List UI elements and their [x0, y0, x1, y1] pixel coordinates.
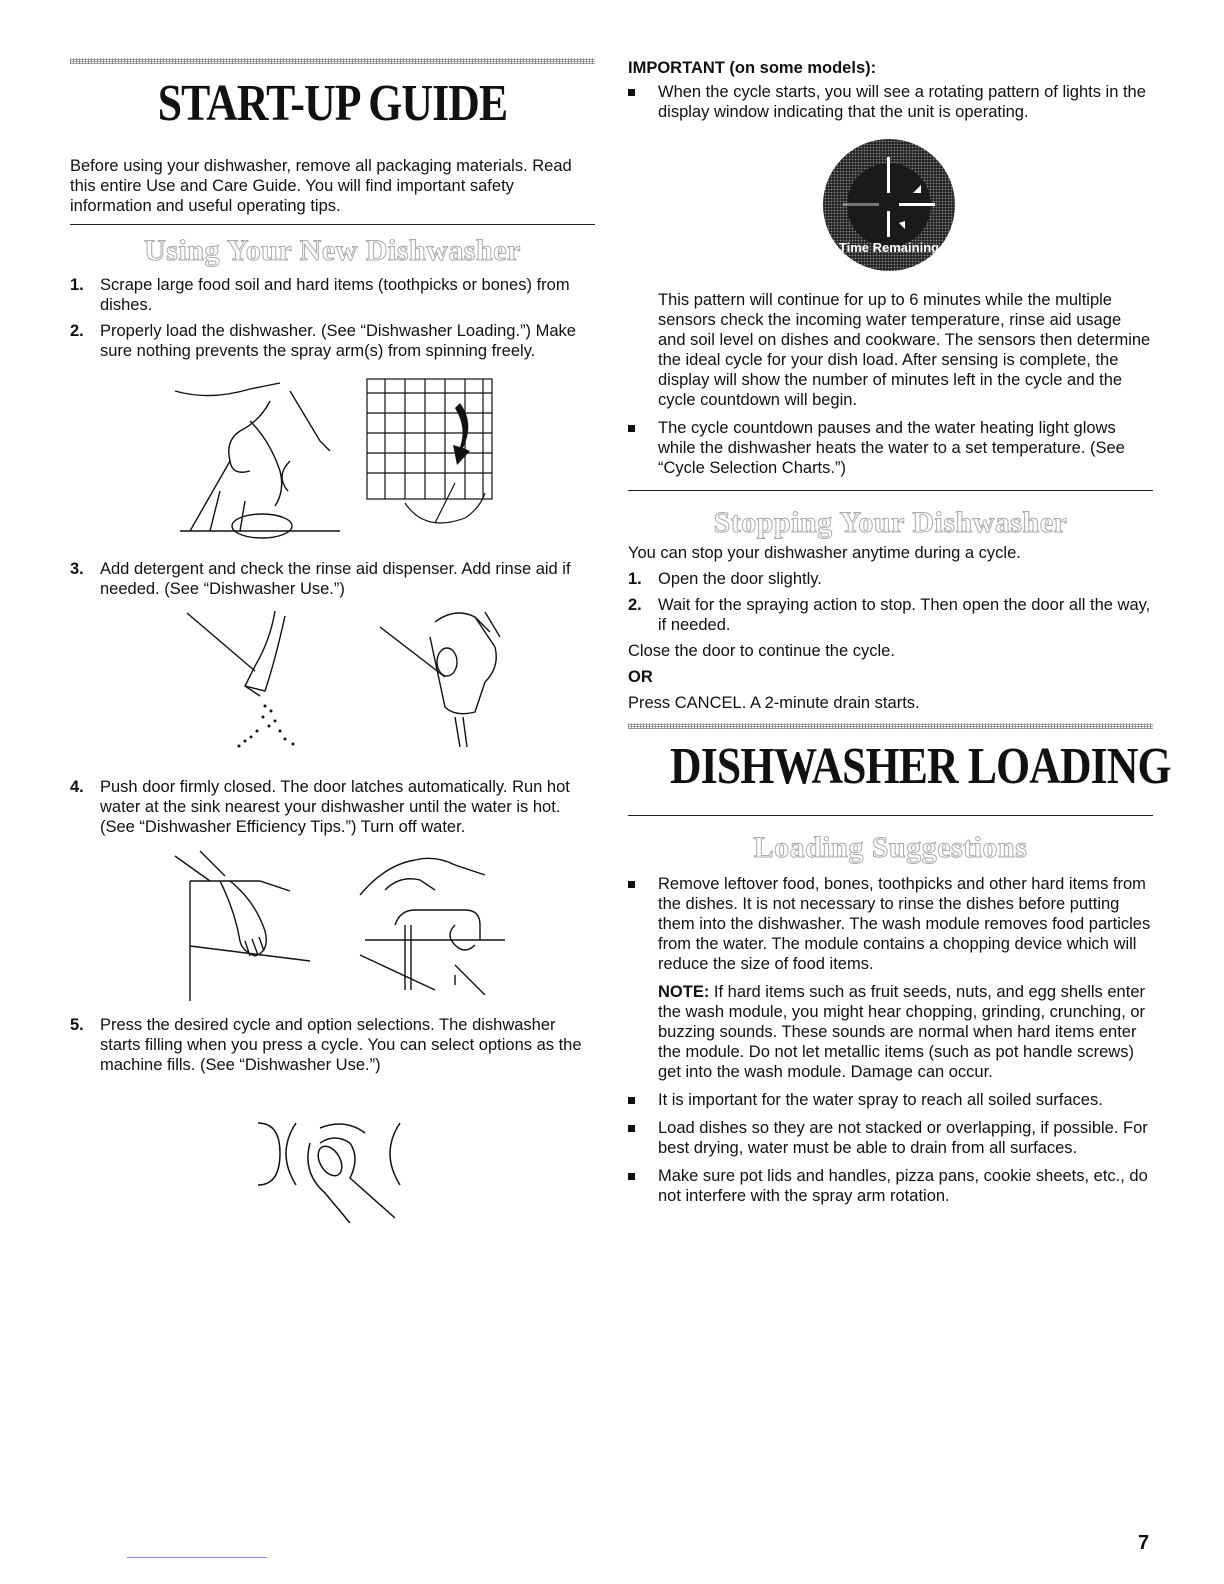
bullet-icon: [628, 881, 635, 888]
step-5: [70, 1015, 595, 1075]
loading-bullet-2: [628, 1090, 1153, 1110]
step-4: [70, 777, 595, 837]
important-bullet-2: [628, 418, 1153, 478]
step-number: 1.: [70, 276, 84, 294]
bullet-text: The cycle countdown pauses and the water heating light glows while the dishwasher heats the water to a set temperature. (See “Cycle Selection Charts.”): [658, 419, 1125, 477]
stopping-heading: Stopping Your Dishwasher: [713, 506, 1068, 539]
important-bullet-1: [628, 82, 1153, 122]
step-number: 4.: [70, 778, 84, 796]
step-number: 1.: [628, 570, 642, 588]
bullet-icon: [628, 1125, 635, 1132]
bullet-text: When the cycle starts, you will see a rotating pattern of lights in the display window indicating that the unit is operating.: [658, 83, 1146, 121]
step-2: [70, 321, 595, 361]
step-number: 5.: [70, 1016, 84, 1034]
step-text: Press the desired cycle and option selections. The dishwasher starts filling when you press a cycle. You can select options as the machine fills. (See “Dishwasher Use.”): [100, 1016, 582, 1074]
illustration-row-4: [70, 1099, 595, 1249]
bullet-icon: [628, 425, 635, 432]
footer-line: [127, 1557, 267, 1558]
step-text: Scrape large food soil and hard items (toothpicks or bones) from dishes.: [100, 276, 570, 314]
detergent-pouring-illustration: [185, 611, 325, 761]
rotating-lights-display: [821, 137, 957, 273]
or-label: OR: [628, 668, 653, 686]
cancel-text: Press CANCEL. A 2-minute drain starts.: [628, 694, 920, 712]
step-3: [70, 559, 595, 599]
step-number: 3.: [70, 560, 84, 578]
left-column: [70, 0, 595, 1249]
startup-title: START-UP GUIDE: [157, 75, 508, 132]
step-text: Properly load the dishwasher. (See “Dishwasher Loading.”) Make sure nothing prevents the spray arm(s) from spinning freely.: [100, 322, 576, 360]
important-heading: IMPORTANT (on some models):: [628, 59, 877, 77]
bullet-text: Make sure pot lids and handles, pizza pans, cookie sheets, etc., do not interfere with the spray arm rotation.: [658, 1167, 1148, 1205]
step-text: Wait for the spraying action to stop. Then open the door all the way, if needed.: [658, 596, 1151, 634]
step-text: Add detergent and check the rinse aid dispenser. Add rinse aid if needed. (See “Dishwasher Use.”): [100, 560, 571, 598]
note-label: NOTE:: [658, 983, 710, 1001]
loading-title: DISHWASHER LOADING: [670, 738, 1171, 795]
pattern-text: This pattern will continue for up to 6 minutes while the multiple sensors check the incoming water temperature, rinse aid usage and soil level on dishes and cookware. The sensors then determine the ideal cycle for your dish load. After sensing is complete, the display will show the number of minutes left in the cycle and the cycle countdown will begin.: [658, 291, 1151, 409]
step-number: 2.: [70, 322, 84, 340]
bullet-text: Remove leftover food, bones, toothpicks and other hard items from the dishes. It is not necessary to rinse the dishes before putting them into the dishwasher. The wash module removes food particles from the water. The module contains a chopping device which will reduce the size of food items.: [658, 875, 1151, 973]
step-1: [70, 275, 595, 315]
finger-pressing-button-illustration: [250, 1113, 410, 1233]
bullet-icon: [628, 89, 635, 96]
loading-bullet-4: [628, 1166, 1153, 1206]
faucet-running-illustration: [355, 845, 515, 995]
dishwasher-rack-illustration: [365, 373, 505, 543]
stopping-intro: You can stop your dishwasher anytime during a cycle.: [628, 544, 1021, 562]
display-illustration: [628, 130, 1153, 286]
note-text: If hard items such as fruit seeds, nuts, and egg shells enter the wash module, you might hear chopping, grinding, crunching, or buzzing sounds. These sounds are normal when hard items enter the module. Do not let metallic items (such as pot handle screws) get into the wash module. Damage can occur.: [658, 983, 1146, 1081]
illustration-row-3: [70, 843, 595, 1003]
startup-intro: Before using your dishwasher, remove all packaging materials. Read this entire Use and Care Guide. You will find important safety information and useful operating tips.: [70, 157, 572, 215]
bullet-icon: [628, 1173, 635, 1180]
page-number: 7: [1138, 1532, 1150, 1554]
dotted-divider: [70, 58, 595, 64]
step-text: Open the door slightly.: [658, 570, 822, 588]
rinse-aid-bottle-illustration: [375, 607, 515, 757]
display-label: Time Remaining: [838, 240, 940, 255]
section-divider: [628, 815, 1153, 816]
right-column: [628, 0, 1171, 1206]
bullet-text: Load dishes so they are not stacked or overlapping, if possible. For best drying, water must be able to drain from all surfaces.: [658, 1119, 1148, 1157]
loading-bullet-3: [628, 1118, 1153, 1158]
close-door-text: Close the door to continue the cycle.: [628, 642, 895, 660]
bullet-icon: [628, 1097, 635, 1104]
scraping-dishes-illustration: [170, 381, 350, 541]
loading-heading: Loading Suggestions: [753, 831, 1028, 864]
stop-step-1: [628, 569, 1153, 589]
stop-step-2: [628, 595, 1153, 635]
loading-bullet-1: [628, 874, 1153, 974]
illustration-row-2: [70, 605, 595, 765]
illustration-row-1: [70, 371, 595, 547]
dotted-divider: [628, 723, 1153, 729]
using-heading: Using Your New Dishwasher: [144, 234, 521, 267]
door-closing-illustration: [170, 851, 320, 1001]
bullet-text: It is important for the water spray to reach all soiled surfaces.: [658, 1091, 1103, 1109]
note-paragraph: [628, 982, 1153, 1082]
step-number: 2.: [628, 596, 642, 614]
section-divider: [70, 224, 595, 225]
section-divider: [628, 490, 1153, 491]
step-text: Push door firmly closed. The door latches automatically. Run hot water at the sink nearest your dishwasher until the water is hot. (See “Dishwasher Efficiency Tips.”) Turn off water.: [100, 778, 570, 836]
